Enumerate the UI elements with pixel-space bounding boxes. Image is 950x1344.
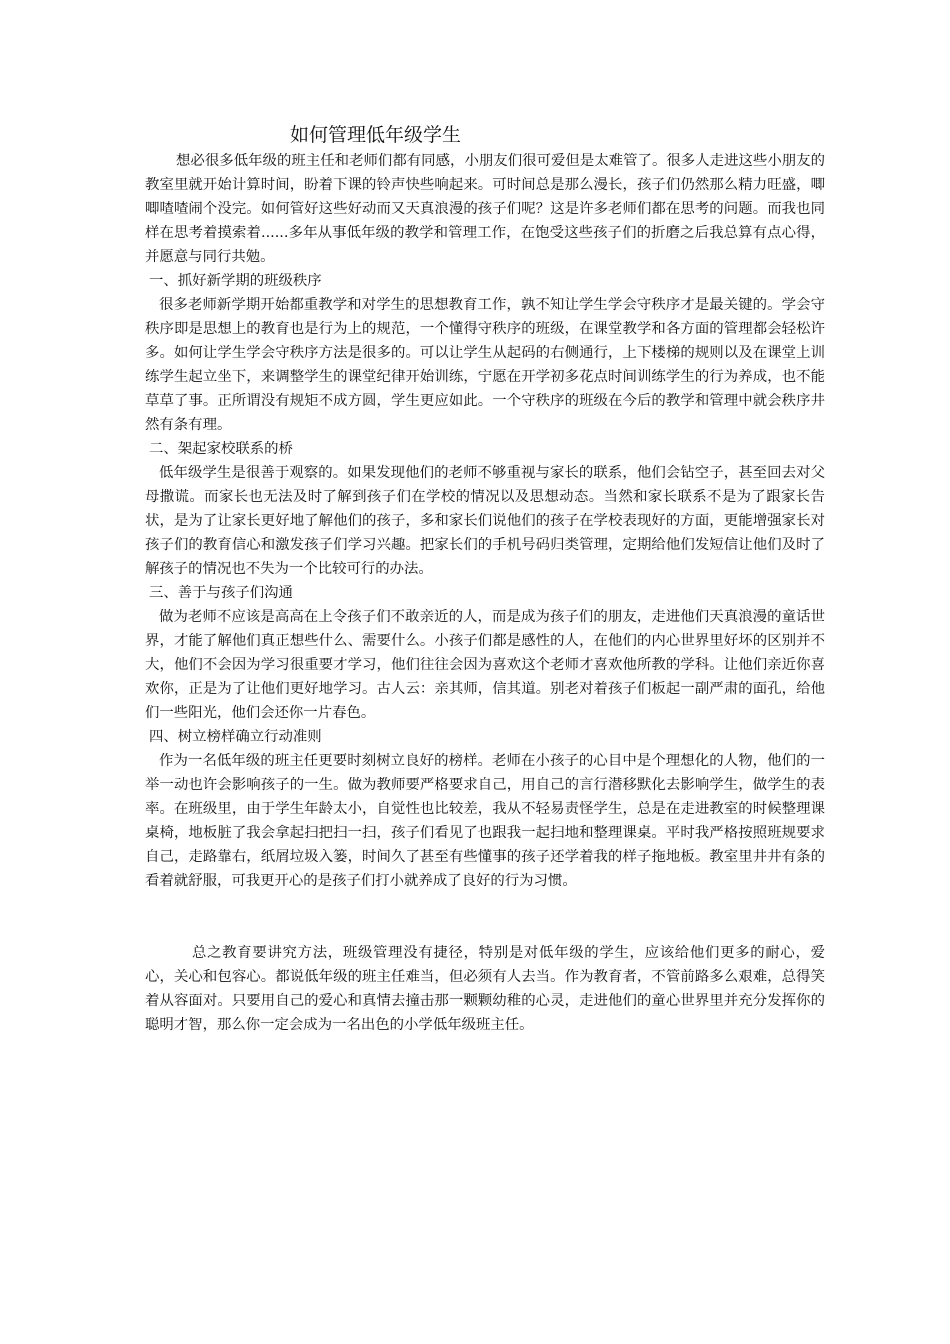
section-body: 很多老师新学期开始都重教学和对学生的思想教育工作，孰不知让学生学会守秩序才是最关键的。学会守秩序即是思想上的教育也是行为上的规范，一个懂得守秩序的班级，在课堂教学和各方面的管理都会轻松许多。如何让学生学会守秩序方法是很多的。可以让学生从起码的右侧通行，上下楼梯的规则以及在课堂上训练学生起立坐下，来调整学生的课堂纪律开始训练，宁愿在开学初多花点时间训练学生的行为养成，也不能草草了事。正所谓没有规矩不成方圆，学生更应如此。一个守秩序的班级在今后的教学和管理中就会秩序井然有条有理。 [145, 297, 825, 433]
section-body: 做为老师不应该是高高在上令孩子们不敢亲近的人，而是成为孩子们的朋友，走进他们天真浪漫的童话世界，才能了解他们真正想些什么、需要什么。小孩子们都是感性的人，在他们的内心世界里好坏的区别并不大，他们不会因为学习很重要才学习，他们往往会因为喜欢这个老师才喜欢他所教的学科。让他们亲近你喜欢你，正是为了让他们更好地学习。古人云：亲其师，信其道。别老对着孩子们板起一副严肃的面孔，给他们一些阳光，他们会还你一片春色。 [145, 609, 825, 721]
section-heading: 一、抓好新学期的班级秩序 [149, 273, 322, 289]
section-3 [145, 581, 825, 725]
section-2 [145, 437, 825, 581]
section-heading: 四、树立榜样确立行动准则 [149, 729, 322, 745]
section-body: 低年级学生是很善于观察的。如果发现他们的老师不够重视与家长的联系，他们会钻空子，甚至回去对父母撒谎。而家长也无法及时了解到孩子们在学校的情况以及思想动态。当然和家长联系不是为了跟家长告状，是为了让家长更好地了解他们的孩子，多和家长们说他们的孩子在学校表现好的方面，更能增强家长对孩子们的教育信心和激发孩子们学习兴趣。把家长们的手机号码归类管理，定期给他们发短信让他们及时了解孩子的情况也不失为一个比较可行的办法。 [145, 465, 825, 577]
section-heading: 二、架起家校联系的桥 [149, 441, 293, 457]
blank-space [145, 893, 825, 941]
section-heading: 三、善于与孩子们沟通 [149, 585, 293, 601]
document-body [145, 149, 825, 1037]
intro-paragraph: 想必很多低年级的班主任和老师们都有同感，小朋友们很可爱但是太难管了。很多人走进这些小朋友的教室里就开始计算时间，盼着下课的铃声快些响起来。可时间总是那么漫长，孩子们仍然那么精力旺盛，唧唧喳喳闹个没完。如何管好这些好动而又天真浪漫的孩子们呢？这是许多老师们都在思考的问题。而我也同样在思考着摸索着......多年从事低年级的教学和管理工作，在饱受这些孩子们的折磨之后我总算有点心得，并愿意与同行共勉。 [145, 153, 825, 265]
summary-paragraph: 总之教育要讲究方法，班级管理没有捷径，特别是对低年级的学生，应该给他们更多的耐心，爱心，关心和包容心。都说低年级的班主任难当，但必须有人去当。作为教育者，不管前路多么艰难，总得笑着从容面对。只要用自己的爱心和真情去撞击那一颗颗幼稚的心灵，走进他们的童心世界里并充分发挥你的聪明才智，那么你一定会成为一名出色的小学低年级班主任。 [145, 945, 825, 1033]
section-4 [145, 725, 825, 893]
document-title: 如何管理低年级学生 [290, 124, 462, 146]
section-body: 作为一名低年级的班主任更要时刻树立良好的榜样。老师在小孩子的心目中是个理想化的人物，他们的一举一动也许会影响孩子的一生。做为教师要严格要求自己，用自己的言行潜移默化去影响学生，做学生的表率。在班级里，由于学生年龄太小，自觉性也比较差，我从不轻易责怪学生，总是在走进教室的时候整理课桌椅，地板脏了我会拿起扫把扫一扫，孩子们看见了也跟我一起扫地和整理课桌。平时我严格按照班规要求自己，走路靠右，纸屑垃圾入篓，时间久了甚至有些懂事的孩子还学着我的样子拖地板。教室里井井有条的看着就舒服，可我更开心的是孩子们打小就养成了良好的行为习惯。 [145, 753, 825, 889]
section-1 [145, 269, 825, 437]
